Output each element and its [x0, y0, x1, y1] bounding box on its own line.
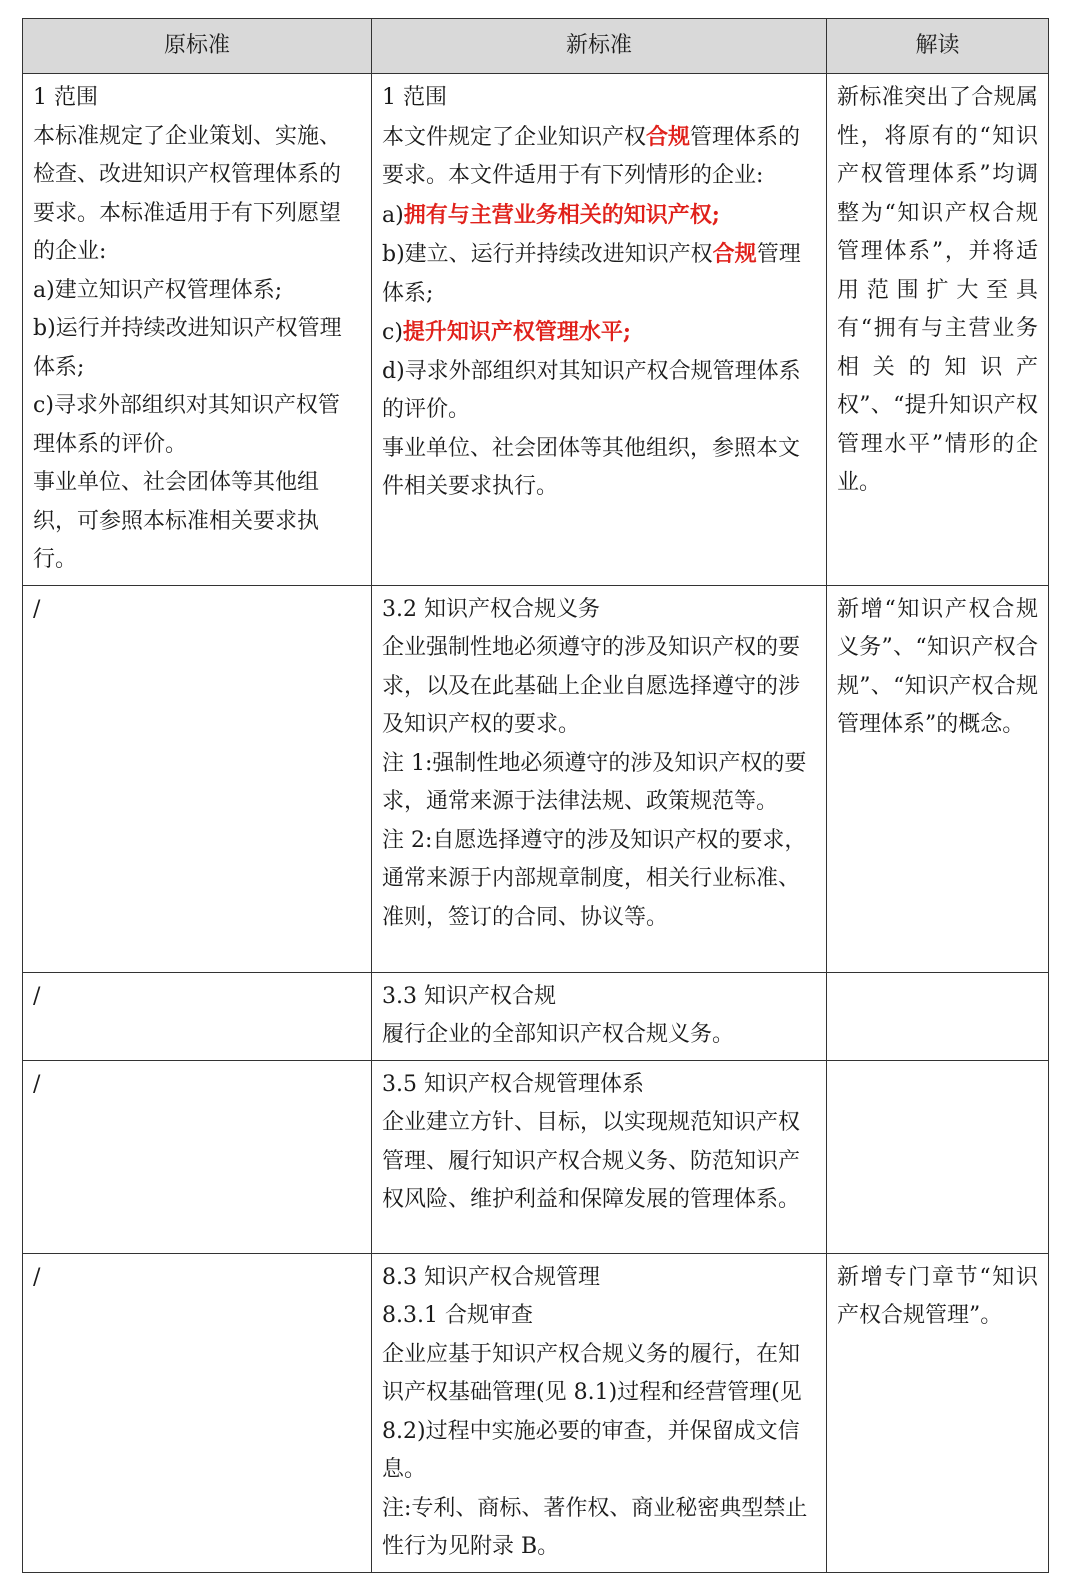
header-new: 新标准: [372, 19, 827, 74]
new-def-body: 企业强制性地必须遵守的涉及知识产权的要求，以及在此基础上企业自愿选择遵守的涉及知识产权的要求。: [382, 635, 801, 737]
new-scope-b-pre: b)建立、运行并持续改进知识产权: [382, 242, 713, 267]
interpretation-cell: 新增“知识产权合规义务”、“知识产权合规”、“知识产权合规管理体系”的概念。: [827, 585, 1049, 972]
table-row: [23, 1060, 1049, 1253]
interpretation-cell: 新标准突出了合规属性，将原有的“知识产权管理体系”均调整为“知识产权合规管理体系”，并将适用范围扩大至具有“拥有与主营业务相关的知识产权”、“提升知识产权管理水平”情形的企业。: [827, 74, 1049, 586]
new-scope-c-highlight: 提升知识产权管理水平;: [402, 319, 632, 345]
new-def-title: 3.2 知识产权合规义务: [382, 596, 600, 622]
new-scope-a-prefix: a): [382, 202, 404, 228]
new-scope-body: [382, 118, 816, 196]
new-scope-b-post: 管理体系;: [382, 242, 801, 306]
new-scope-title: 1 范围: [382, 85, 447, 110]
new-def-body: 企业建立方针、目标，以实现规范知识产权管理、履行知识产权合规义务、防范知识产权风险、维护利益和保障发展的管理体系。: [382, 1110, 801, 1212]
new-scope-a-highlight: 拥有与主营业务相关的知识产权;: [403, 201, 720, 228]
new-section-title: 8.3 知识产权合规管理: [382, 1264, 600, 1290]
table-row: [23, 1253, 1049, 1572]
original-cell: /: [23, 972, 372, 1060]
new-cell: [372, 74, 827, 586]
new-scope-a: [382, 196, 816, 236]
original-cell: [23, 74, 372, 586]
table-row: [23, 972, 1049, 1060]
new-cell: [372, 1060, 827, 1253]
original-cell: /: [23, 1060, 372, 1253]
table-row: [23, 585, 1049, 972]
new-scope-body-highlight: 合规: [646, 123, 691, 150]
new-scope-c: [382, 313, 816, 353]
interpretation-cell: [827, 1060, 1049, 1253]
new-scope-body-post: 管理体系的要求。本文件适用于有下列情形的企业:: [382, 124, 801, 188]
new-cell: [372, 1253, 827, 1572]
table-header-row: [23, 19, 1049, 74]
original-scope-b: b)运行并持续改进知识产权管理体系;: [33, 316, 342, 380]
new-def-note2: 注 2:自愿选择遵守的涉及知识产权的要求，通常来源于内部规章制度，相关行业标准、准则，签订的合同、协议等。: [382, 827, 807, 930]
header-original: 原标准: [23, 19, 372, 74]
new-def-title: 3.5 知识产权合规管理体系: [382, 1071, 644, 1097]
new-section-note: 注:专利、商标、著作权、商业秘密典型禁止性行为见附录 B。: [382, 1495, 808, 1559]
new-scope-body-pre: 本文件规定了企业知识产权: [382, 124, 647, 150]
original-scope-a: a)建立知识产权管理体系;: [33, 277, 283, 303]
original-cell: /: [23, 1253, 372, 1572]
table-row: [23, 74, 1049, 586]
new-section-subtitle: 8.3.1 合规审查: [382, 1303, 533, 1328]
original-scope-c: c)寻求外部组织对其知识产权管理体系的评价。: [33, 393, 340, 457]
new-scope-d: d)寻求外部组织对其知识产权合规管理体系的评价。: [382, 358, 801, 422]
original-scope-note: 事业单位、社会团体等其他组织，可参照本标准相关要求执行。: [33, 470, 320, 572]
new-scope-c-prefix: c): [382, 320, 403, 345]
new-scope-b: [382, 235, 816, 313]
new-cell: [372, 585, 827, 972]
comparison-table: [22, 18, 1049, 1573]
header-interpretation: 解读: [827, 19, 1049, 74]
new-scope-b-highlight: 合规: [712, 241, 757, 267]
new-scope-note: 事业单位、社会团体等其他组织，参照本文件相关要求执行。: [382, 435, 801, 499]
new-def-title: 3.3 知识产权合规: [382, 983, 556, 1009]
new-cell: [372, 972, 827, 1060]
new-section-body: 企业应基于知识产权合规义务的履行，在知识产权基础管理(见 8.1)过程和经营管理(见 8.2)过程中实施必要的审查，并保留成文信息。: [382, 1341, 802, 1482]
interpretation-cell: [827, 972, 1049, 1060]
original-scope-title: 1 范围: [33, 85, 98, 110]
original-cell: /: [23, 585, 372, 972]
new-def-body: 履行企业的全部知识产权合规义务。: [382, 1022, 735, 1047]
interpretation-cell: 新增专门章节“知识产权合规管理”。: [827, 1253, 1049, 1572]
original-scope-body: 本标准规定了企业策划、实施、检查、改进知识产权管理体系的要求。本标准适用于有下列愿望的企业:: [33, 123, 342, 264]
new-def-note1: 注 1:强制性地必须遵守的涉及知识产权的要求，通常来源于法律法规、政策规范等。: [382, 750, 807, 814]
